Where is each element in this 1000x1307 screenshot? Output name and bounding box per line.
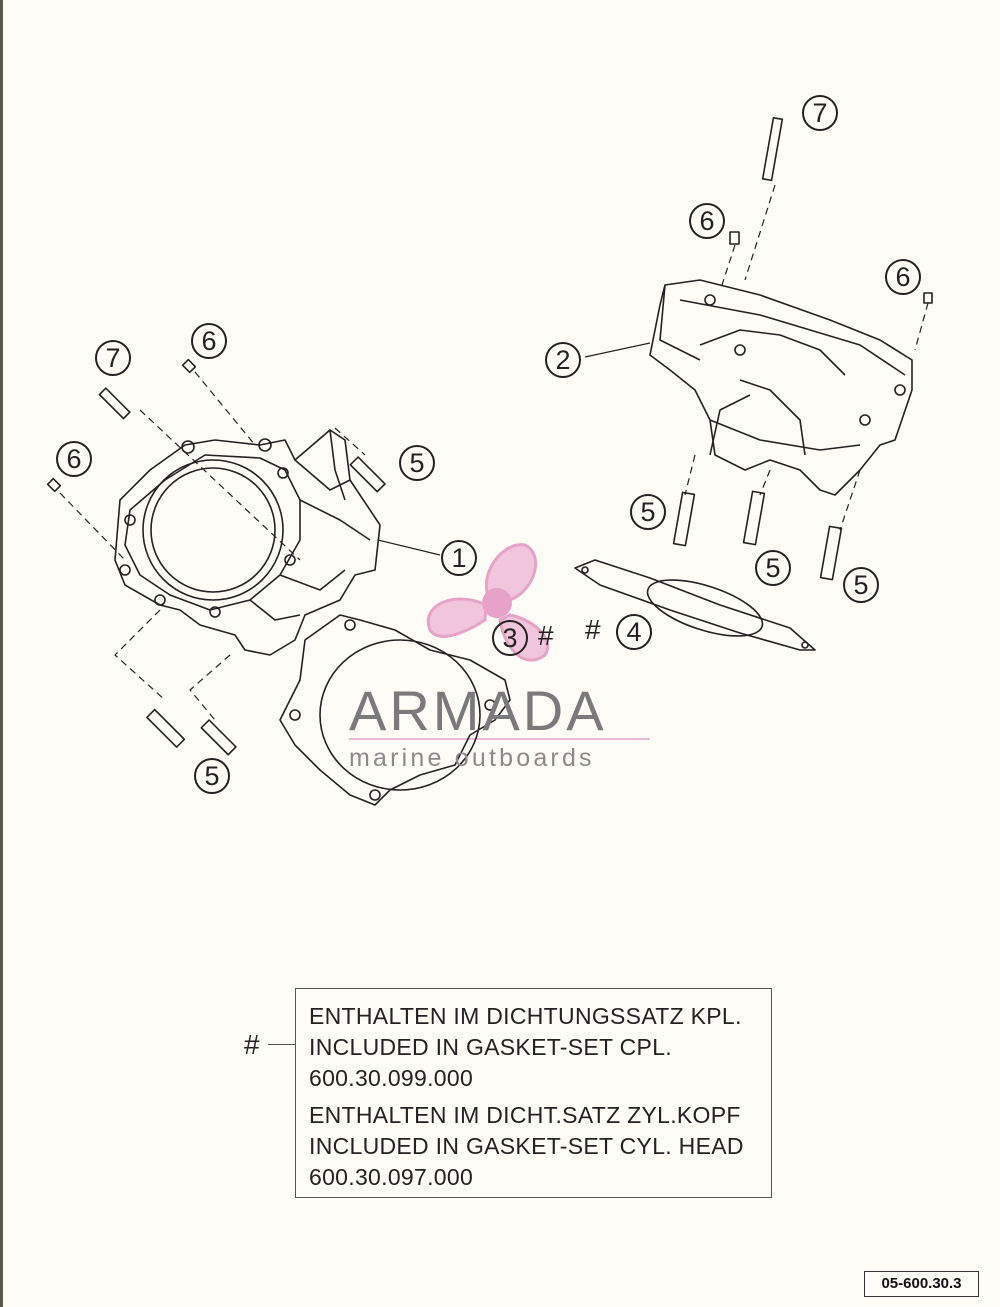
callout-4: 4 xyxy=(616,614,652,650)
note-line-en-2: INCLUDED IN GASKET-SET CYL. HEAD xyxy=(309,1133,744,1159)
callout-1: 1 xyxy=(441,540,477,576)
note-line-en-1: INCLUDED IN GASKET-SET CPL. xyxy=(309,1034,672,1060)
callout-5-left-bottom: 5 xyxy=(194,758,230,794)
callout-6-right-b: 6 xyxy=(885,259,921,295)
callout-6-left-a: 6 xyxy=(56,441,92,477)
watermark-tagline: marine outboards xyxy=(349,744,595,772)
cylinder-left-drawing xyxy=(115,430,380,655)
note-line-de-1: ENTHALTEN IM DICHTUNGSSATZ KPL. xyxy=(309,1003,742,1029)
leader-lines-right xyxy=(585,185,928,530)
note-part-number-2: 600.30.097.000 xyxy=(309,1164,474,1190)
cylinder-head-drawing xyxy=(650,280,912,495)
callout-5-left-top: 5 xyxy=(399,445,435,481)
leader-lines-left xyxy=(60,372,440,720)
callout-7-right: 7 xyxy=(802,95,838,131)
studs-left xyxy=(48,360,385,755)
callout-7-left: 7 xyxy=(95,340,131,376)
callout-5-right-a: 5 xyxy=(630,494,666,530)
callout-5-right-b: 5 xyxy=(755,550,791,586)
note-marker: # xyxy=(244,1029,260,1060)
watermark-brand: ARMADA xyxy=(349,679,607,742)
note-line-de-2: ENTHALTEN IM DICHT.SATZ ZYL.KOPF xyxy=(309,1102,741,1128)
callout-6-left-b: 6 xyxy=(191,323,227,359)
hash-mark-4: # xyxy=(585,614,601,645)
callout-5-right-c: 5 xyxy=(843,567,879,603)
note-leader-line xyxy=(268,1044,295,1045)
callout-6-right-a: 6 xyxy=(689,203,725,239)
drawing-reference-number: 05-600.30.3 xyxy=(864,1271,979,1297)
gasket-set-note xyxy=(295,988,772,1198)
callout-2: 2 xyxy=(545,342,581,378)
hash-mark-3: # xyxy=(538,620,554,651)
note-part-number-1: 600.30.099.000 xyxy=(309,1065,474,1091)
callout-3: 3 xyxy=(492,620,528,656)
